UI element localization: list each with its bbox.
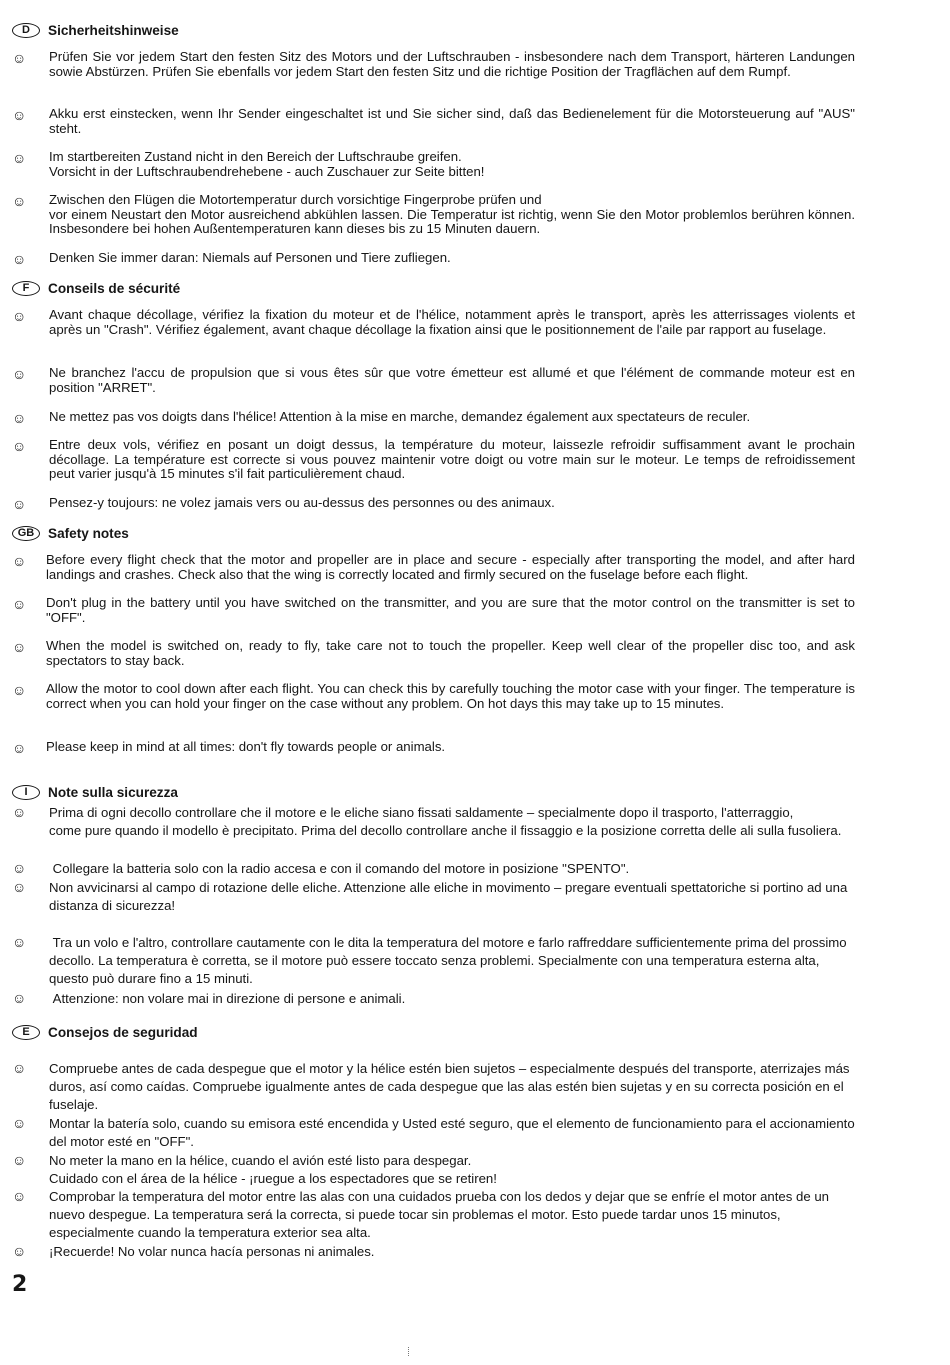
smiley-icon: ☺ bbox=[12, 596, 27, 612]
smiley-icon: ☺ bbox=[12, 308, 27, 324]
language-badge-i: I bbox=[12, 785, 40, 800]
item-text: Denken Sie immer daran: Niemals auf Personen und Tiere zufliegen. bbox=[49, 250, 451, 265]
item-text: When the model is switched on, ready to fly, take care not to touch the propeller. Keep well clear of the propeller disc too, and ask spectators to stay back. bbox=[46, 638, 855, 668]
smiley-icon: ☺ bbox=[12, 50, 27, 66]
smiley-icon: ☺ bbox=[12, 639, 27, 655]
smiley-icon: ☺ bbox=[12, 107, 27, 123]
item-text: No meter la mano en la hélice, cuando el avión esté listo para despegar. Cuidado con el área de la hélice - ¡ruegue a los espectadores que se retiren! bbox=[49, 1153, 497, 1186]
item-text: Ne mettez pas vos doigts dans l'hélice! Attention à la mise en marche, demandez également aux spectateurs de reculer. bbox=[49, 409, 751, 424]
smiley-icon: ☺ bbox=[12, 251, 27, 267]
smiley-icon: ☺ bbox=[12, 860, 27, 876]
item-text: Akku erst einstecken, wenn Ihr Sender eingeschaltet ist und Sie sicher sind, daß das Bedienelement für die Motorsteuerung auf "AUS" steht. bbox=[49, 106, 855, 136]
item-text: Prüfen Sie vor jedem Start den festen Sitz des Motors und der Luftschrauben - insbesondere nach dem Transport, härteren Landungen sowie Abstürzen. Prüfen Sie ebenfalls vor jedem Start den festen Sitz und die richtige Position der Tragflächen auf dem Rumpf. bbox=[49, 49, 855, 79]
item-text: ¡Recuerde! No volar nunca hacía personas ni animales. bbox=[49, 1244, 375, 1259]
smiley-icon: ☺ bbox=[12, 682, 27, 698]
smiley-icon: ☺ bbox=[12, 150, 27, 166]
smiley-icon: ☺ bbox=[12, 1188, 27, 1204]
item-text: Compruebe antes de cada despegue que el motor y la hélice estén bien sujetos – especialmente después del transporte, aterrizajes más duros, así como caídas. Compruebe igualmente antes de cada despegue que las alas estén bien sujetas y en su correcta posición en el fuselaje. bbox=[49, 1061, 850, 1112]
section-header bbox=[12, 783, 178, 801]
smiley-icon: ☺ bbox=[12, 1060, 27, 1076]
smiley-icon: ☺ bbox=[12, 804, 27, 820]
smiley-icon: ☺ bbox=[12, 990, 27, 1006]
item-text: Montar la batería solo, cuando su emisora esté encendida y Usted esté seguro, que el elemento de funcionamiento para el accionamiento del motor esté en "OFF". bbox=[49, 1116, 855, 1149]
item-text: Entre deux vols, vérifiez en posant un doigt dessus, la température du moteur, laissezle refroidir suffisamment avant le prochain décollage. La température est correcte si vous pouvez maintenir votre doigt ou votre main sur le moteur. Le temps de refroidissement peut varier jusqu'à 15 minutes s'il fait particulièrement chaud. bbox=[49, 437, 855, 481]
item-text: Attenzione: non volare mai in direzione di persone e animali. bbox=[49, 991, 406, 1006]
smiley-icon: ☺ bbox=[12, 1243, 27, 1259]
print-mark bbox=[408, 1347, 410, 1356]
smiley-icon: ☺ bbox=[12, 193, 27, 209]
section-title: Conseils de sécurité bbox=[48, 280, 181, 296]
item-text: Ne branchez l'accu de propulsion que si vous êtes sûr que votre émetteur est allumé et que l'élément de commande moteur est en position "ARRET". bbox=[49, 365, 855, 395]
item-text: Non avvicinarsi al campo di rotazione delle eliche. Attenzione alle eliche in movimento – pregare eventuali spettatoriche si portino ad una distanza di sicurezza! bbox=[49, 880, 848, 913]
section-title: Note sulla sicurezza bbox=[48, 784, 178, 800]
section-header bbox=[12, 524, 129, 542]
smiley-icon: ☺ bbox=[12, 1152, 27, 1168]
smiley-icon: ☺ bbox=[12, 740, 27, 756]
section-header bbox=[12, 279, 180, 297]
smiley-icon: ☺ bbox=[12, 366, 27, 382]
item-text: Collegare la batteria solo con la radio accesa e con il comando del motore in posizione "SPENTO". bbox=[49, 861, 630, 876]
language-badge-d: D bbox=[12, 23, 40, 38]
section-title: Consejos de seguridad bbox=[48, 1024, 198, 1040]
item-text: Allow the motor to cool down after each flight. You can check this by carefully touching the motor case with your finger. The temperature is correct when you can hold your finger on the case without any problem. On hot days this may take up to 15 minutes. bbox=[46, 681, 855, 711]
language-badge-gb: GB bbox=[12, 526, 40, 541]
section-title: Safety notes bbox=[48, 525, 129, 541]
smiley-icon: ☺ bbox=[12, 1115, 27, 1131]
smiley-icon: ☺ bbox=[12, 410, 27, 426]
item-text: Im startbereiten Zustand nicht in den Bereich der Luftschraube greifen. Vorsicht in der Luftschraubendrehebene - auch Zuschauer zur Seite bitten! bbox=[49, 149, 485, 179]
item-text: Please keep in mind at all times: don't fly towards people or animals. bbox=[46, 739, 446, 754]
language-badge-e: E bbox=[12, 1025, 40, 1040]
section-header bbox=[12, 21, 179, 39]
section-title: Sicherheitshinweise bbox=[48, 22, 179, 38]
item-text: Comprobar la temperatura del motor entre las alas con una cuidados prueba con los dedos y dejar que se enfríe el motor antes de un nuevo despegue. La temperatura será la correcta, si puede tocar sin problemas el motor. Esto puede tardar unos 15 minutos, especialmente cuando la temperatura exterior sea alta. bbox=[49, 1189, 829, 1240]
item-text: Tra un volo e l'altro, controllare cautamente con le dita la temperatura del motore e farlo raffreddare sufficientemente prima del prossimo decollo. La temperatura è corretta, se il motore può essere toccato senza problemi. Specialmente con una temperatura esterna alta, questo può durare fino a 15 minuti. bbox=[49, 935, 851, 986]
item-text: Prima di ogni decollo controllare che il motore e le eliche siano fissati saldamente – specialmente dopo il trasporto, l'atterraggio, come pure quando il modello è precipitato. Prima del decollo controllare anche il fissaggio e la posizione corretta delle ali sulla fusoliera. bbox=[49, 805, 842, 838]
item-text: Pensez-y toujours: ne volez jamais vers ou au-dessus des personnes ou des animaux. bbox=[49, 495, 555, 510]
smiley-icon: ☺ bbox=[12, 438, 27, 454]
item-text: Don't plug in the battery until you have switched on the transmitter, and you are sure that the motor control on the transmitter is set to "OFF". bbox=[46, 595, 855, 625]
language-badge-f: F bbox=[12, 281, 40, 296]
smiley-icon: ☺ bbox=[12, 879, 27, 895]
smiley-icon: ☺ bbox=[12, 496, 27, 512]
item-text: Before every flight check that the motor and propeller are in place and secure - especially after transporting the model, and after hard landings and crashes. Check also that the wing is correctly located and firmly secured on the fuselage before each flight. bbox=[46, 552, 855, 582]
smiley-icon: ☺ bbox=[12, 553, 27, 569]
item-text: Zwischen den Flügen die Motortemperatur durch vorsichtige Fingerprobe prüfen und vor einem Neustart den Motor ausreichend abkühlen lassen. Die Temperatur ist richtig, wenn Sie den Motor problemlos berühren können. Insbesondere bei hohen Außentemperaturen kann dieses bis zu 15 Minuten dauern. bbox=[49, 192, 855, 236]
page-number: 2 bbox=[12, 1272, 28, 1297]
section-header bbox=[12, 1023, 198, 1041]
smiley-icon: ☺ bbox=[12, 934, 27, 950]
item-text: Avant chaque décollage, vérifiez la fixation du moteur et de l'hélice, notamment après le transport, après les atterrissages violents et après un "Crash". Vérifiez également, avant chaque décollage la fixation ainsi que le positionnement de l'aile par rapport au fuselage. bbox=[49, 307, 855, 337]
